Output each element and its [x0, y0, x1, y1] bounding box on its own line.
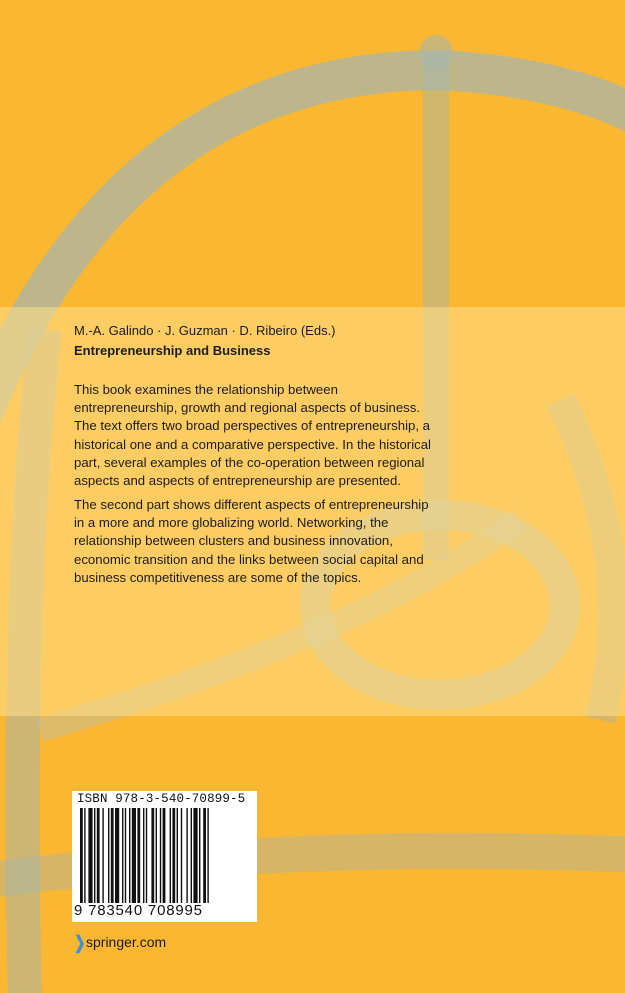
- publisher-link[interactable]: [74, 931, 167, 953]
- barcode-bar: [151, 808, 154, 903]
- barcode-bar: [137, 808, 140, 903]
- barcode-bar: [108, 808, 109, 903]
- barcode-digits: 9 783540 708995: [74, 902, 203, 919]
- publisher-link-text: springer.com: [86, 934, 167, 950]
- barcode-bar: [203, 808, 206, 903]
- book-title: Entrepreneurship and Business: [74, 343, 271, 358]
- barcode-bar: [163, 808, 166, 903]
- barcode-bar: [132, 808, 136, 903]
- barcode-bar: [177, 808, 178, 903]
- barcode-bar: [111, 808, 114, 903]
- barcode-bar: [129, 808, 130, 903]
- barcode-bar: [172, 808, 175, 903]
- barcode-bar: [186, 808, 187, 903]
- barcode-bar: [143, 808, 144, 903]
- bg-knob: [419, 35, 453, 69]
- description-paragraph-2: The second part shows different aspects of entrepreneurship in a more and more globalizing world. Networking, the relationship between clusters and business innovation, economic transition and the links between social capital and business competitiveness are some of the topics.: [74, 497, 429, 585]
- barcode-bar: [146, 808, 147, 903]
- barcode-bar: [193, 808, 197, 903]
- barcode-bar: [191, 808, 192, 903]
- barcode-bar: [160, 808, 161, 903]
- barcode-bar: [207, 808, 208, 903]
- barcode-bar: [80, 808, 83, 903]
- barcode-bar: [156, 808, 157, 903]
- isbn-label: ISBN 978-3-540-70899-5: [77, 792, 246, 806]
- barcode-bar: [88, 808, 92, 903]
- barcode-bar: [97, 808, 100, 903]
- isbn-barcode: [72, 791, 257, 922]
- barcode-bar: [84, 808, 85, 903]
- barcode-bar: [122, 808, 123, 903]
- barcode-bar: [170, 808, 171, 903]
- barcode-bar: [115, 808, 119, 903]
- description-paragraph-1: This book examines the relationship between entrepreneurship, growth and regional aspects of business. The text offers two broad perspectives of entrepreneurship, a historical one and a comparative perspective. In the historical part, several examples of the co-operation between regional aspects and aspects of entrepreneurship are presented.: [74, 382, 431, 489]
- barcode-bar: [102, 808, 103, 903]
- barcode-bar: [125, 808, 126, 903]
- book-editors: M.-A. Galindo · J. Guzman · D. Ribeiro (Eds.): [74, 323, 336, 338]
- chevron-right-icon: ❯: [74, 931, 86, 953]
- barcode-bar: [181, 808, 182, 903]
- barcode-bars: [80, 808, 248, 903]
- barcode-bar: [199, 808, 200, 903]
- barcode-bar: [94, 808, 95, 903]
